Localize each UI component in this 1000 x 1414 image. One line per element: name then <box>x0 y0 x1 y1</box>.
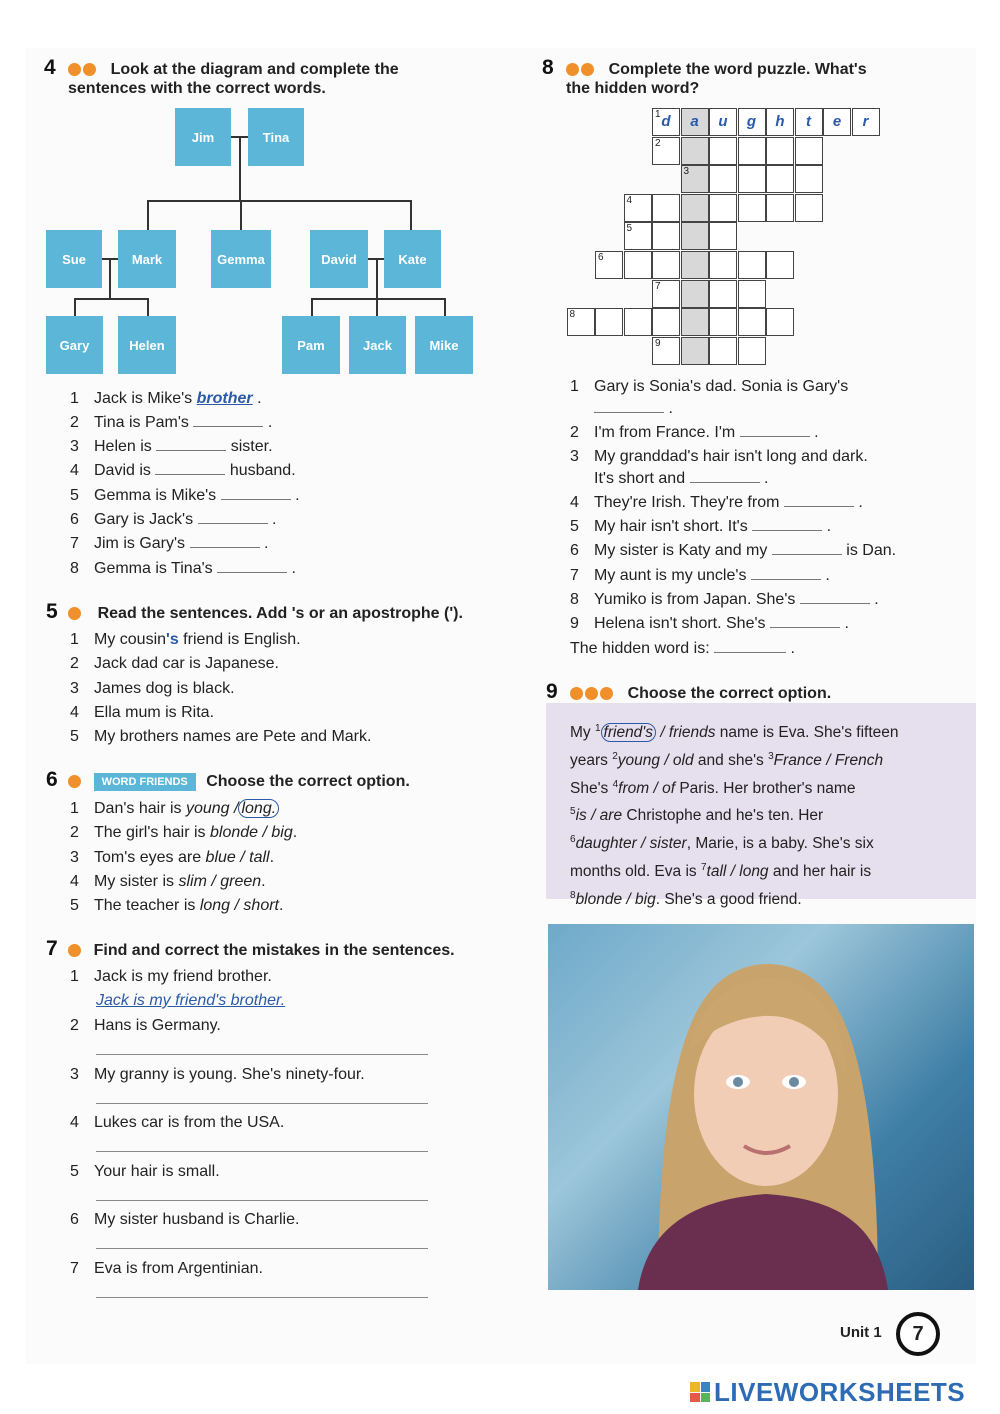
ex8-item: 7 My aunt is my uncle's . <box>570 567 830 584</box>
answer-blank[interactable] <box>690 482 760 483</box>
ex8-item: 9 Helena isn't short. She's . <box>570 615 849 632</box>
tree-node-gemma: Gemma <box>211 230 271 288</box>
puzzle-row-number: 5 <box>626 223 633 235</box>
page-number: 7 <box>912 1322 924 1345</box>
puzzle-letter: e <box>832 113 842 130</box>
difficulty-dot-icon <box>68 607 81 620</box>
difficulty-dot-icon <box>600 687 613 700</box>
option-choice[interactable]: is / are <box>575 807 623 825</box>
tree-node-mike: Mike <box>415 316 473 374</box>
puzzle-cell[interactable] <box>652 222 680 250</box>
answer-blank[interactable] <box>198 523 268 524</box>
puzzle-cell[interactable] <box>738 308 766 336</box>
puzzle-row-number: 3 <box>683 166 690 178</box>
ex8-item: 4 They're Irish. They're from . <box>570 494 863 511</box>
option-choice[interactable]: blue / tall <box>205 849 270 866</box>
hidden-word-blank[interactable] <box>714 652 786 653</box>
ex8-header <box>542 56 867 80</box>
answer-line[interactable] <box>96 1103 428 1104</box>
ex6-item: 1 Dan's hair is young / long. <box>70 800 279 818</box>
answer-line[interactable] <box>96 1200 428 1201</box>
answer-blank[interactable] <box>594 412 664 413</box>
puzzle-cell[interactable] <box>766 194 794 222</box>
ex5-header <box>46 600 463 624</box>
answer-blank[interactable] <box>772 554 842 555</box>
puzzle-cell[interactable] <box>795 194 823 222</box>
page-number-badge <box>896 1312 940 1356</box>
puzzle-letter: r <box>862 113 869 130</box>
difficulty-dot-icon <box>83 63 96 76</box>
ex7-header <box>46 937 455 961</box>
puzzle-cell[interactable] <box>652 137 680 165</box>
option-choice[interactable]: blonde / big <box>575 890 656 908</box>
puzzle-cell[interactable] <box>795 165 823 193</box>
puzzle-cell[interactable] <box>766 137 794 165</box>
tree-node-sue: Sue <box>46 230 102 288</box>
ex5-item: 3 James dog is black. <box>70 680 235 697</box>
ex4-item: 8 Gemma is Tina's . <box>70 560 296 577</box>
ex6-item: 3 Tom's eyes are blue / tall. <box>70 849 275 866</box>
puzzle-cell[interactable] <box>681 308 709 336</box>
puzzle-cell[interactable] <box>738 280 766 308</box>
ex4-item: 6 Gary is Jack's . <box>70 511 277 528</box>
ex8-item: 3 My granddad's hair isn't long and dark. <box>570 448 868 465</box>
puzzle-row-number: 1 <box>655 109 661 120</box>
tree-node-david: David <box>310 230 368 288</box>
ex4-item: 5 Gemma is Mike's . <box>70 487 300 504</box>
option-choice[interactable]: long / short <box>199 897 279 914</box>
ex5-number: 5 <box>46 600 58 623</box>
ex4-item: 3 Helen is sister. <box>70 438 273 455</box>
tree-node-gary: Gary <box>46 316 103 374</box>
ex7-item: 4 Lukes car is from the USA. <box>70 1114 285 1131</box>
answer-line[interactable] <box>96 1151 428 1152</box>
ex6-item: 2 The girl's hair is blonde / big. <box>70 824 298 841</box>
difficulty-dot-icon <box>570 687 583 700</box>
puzzle-row-number: 7 <box>655 280 661 292</box>
puzzle-row-number: 6 <box>598 252 604 263</box>
puzzle-cell[interactable] <box>766 251 794 279</box>
puzzle-cell[interactable] <box>852 108 880 136</box>
puzzle-cell[interactable] <box>652 308 680 336</box>
puzzle-row-number: 2 <box>655 137 661 149</box>
liveworksheets-logo-icon <box>690 1382 710 1402</box>
option-choice[interactable]: tall / long <box>706 862 769 880</box>
tree-node-helen: Helen <box>118 316 176 374</box>
ex5-item: 2 Jack dad car is Japanese. <box>70 655 279 672</box>
puzzle-cell[interactable] <box>681 194 709 222</box>
puzzle-cell[interactable] <box>681 222 709 250</box>
ex7-item: 1 Jack is my friend brother. <box>70 968 272 985</box>
puzzle-cell[interactable] <box>709 165 737 193</box>
answer-blank[interactable] <box>193 426 263 427</box>
puzzle-cell[interactable] <box>738 251 766 279</box>
puzzle-cell[interactable] <box>709 251 737 279</box>
ex8-item: 6 My sister is Katy and my is Dan. <box>570 542 897 559</box>
ex8-item: 5 My hair isn't short. It's . <box>570 518 832 535</box>
difficulty-dot-icon <box>68 63 81 76</box>
answer-line[interactable] <box>96 1248 428 1249</box>
answer-blank[interactable] <box>190 547 260 548</box>
option-choice[interactable]: blonde / big <box>209 824 293 841</box>
ex8-item: 2 I'm from France. I'm . <box>570 424 819 441</box>
ex7-instruction: Find and correct the mistakes in the sentences. <box>93 942 455 959</box>
ex7-item: 7 Eva is from Argentinian. <box>70 1260 263 1277</box>
answer-blank[interactable] <box>221 499 291 500</box>
ex4-item: 2 Tina is Pam's . <box>70 414 273 431</box>
puzzle-cell[interactable] <box>709 137 737 165</box>
puzzle-cell[interactable] <box>709 337 737 365</box>
ex4-header <box>44 56 399 80</box>
puzzle-cell[interactable] <box>652 280 680 308</box>
ex6-number: 6 <box>46 768 58 791</box>
ex4-number: 4 <box>44 56 56 79</box>
puzzle-cell[interactable] <box>624 194 652 222</box>
ex7-item: 3 My granny is young. She's ninety-four. <box>70 1066 365 1083</box>
puzzle-cell[interactable] <box>624 308 652 336</box>
answer-blank[interactable] <box>752 530 822 531</box>
ex5-item: 4 Ella mum is Rita. <box>70 704 215 721</box>
selected-option: long. <box>238 799 279 818</box>
ex4-instruction: Look at the diagram and complete the <box>110 61 399 78</box>
ex5-item: 5 My brothers names are Pete and Mark. <box>70 728 372 745</box>
ex8-item: 1 Gary is Sonia's dad. Sonia is Gary's <box>570 378 849 395</box>
puzzle-cell[interactable] <box>681 165 709 193</box>
ex7-item: 6 My sister husband is Charlie. <box>70 1211 300 1228</box>
ex8-instruction-2: the hidden word? <box>566 80 700 97</box>
puzzle-cell[interactable] <box>709 194 737 222</box>
example-answer: 's <box>166 631 179 648</box>
puzzle-cell[interactable] <box>624 222 652 250</box>
answer-blank[interactable] <box>156 450 226 451</box>
puzzle-cell[interactable] <box>652 337 680 365</box>
puzzle-letter: h <box>775 113 785 130</box>
puzzle-cell[interactable] <box>738 194 766 222</box>
ex6-instruction: Choose the correct option. <box>206 773 410 790</box>
puzzle-letter: t <box>806 113 811 130</box>
answer-blank[interactable] <box>217 572 287 573</box>
ex9-text-panel: My $^1$ friend's / friends name is Eva. She's fifteen years $^2$young / old and she's $^3$France / French She's $^4$from / of Paris. Her brother's name $^5$is / are Christophe and he's ten. Her $^6$daughter / sister, Marie, is a baby. She's six months old. Eva is $^7$tall / long and her hair is $^8$blonde / big. She's a good friend. <box>546 703 976 899</box>
puzzle-cell[interactable] <box>738 165 766 193</box>
tree-node-mark: Mark <box>118 230 176 288</box>
option-choice[interactable]: from / of <box>618 779 676 797</box>
puzzle-cell[interactable] <box>795 108 823 136</box>
ex7-item: 2 Hans is Germany. <box>70 1017 221 1034</box>
difficulty-dot-icon <box>581 63 594 76</box>
difficulty-dot-icon <box>68 775 81 788</box>
option-choice[interactable]: France / French <box>773 751 884 769</box>
ex5-item: 1 My cousin's friend is English. <box>70 631 301 648</box>
ex8-instruction: Complete the word puzzle. What's <box>608 61 867 78</box>
girl-portrait-icon <box>548 924 974 1290</box>
girl-photo <box>548 924 974 1290</box>
puzzle-cell[interactable] <box>652 194 680 222</box>
puzzle-cell[interactable] <box>738 137 766 165</box>
selected-option: friend's <box>601 723 656 742</box>
puzzle-cell[interactable] <box>823 108 851 136</box>
puzzle-cell[interactable] <box>652 251 680 279</box>
answer-blank[interactable] <box>800 603 870 604</box>
ex4-item: 4 David is husband. <box>70 462 296 479</box>
liveworksheets-brand: LIVEWORKSHEETS <box>714 1376 966 1407</box>
example-answer: brother <box>196 390 253 407</box>
tree-node-tina: Tina <box>248 108 304 166</box>
answer-line[interactable] <box>96 1297 428 1298</box>
puzzle-cell[interactable] <box>595 251 623 279</box>
puzzle-cell[interactable] <box>681 337 709 365</box>
ex4-item: 7 Jim is Gary's . <box>70 535 269 552</box>
puzzle-letter: u <box>718 113 728 130</box>
option-choice[interactable]: slim / green <box>178 873 262 890</box>
example-answer: Jack is my friend's brother. <box>96 992 286 1009</box>
liveworksheets-logo <box>690 1376 990 1408</box>
answer-blank[interactable] <box>155 474 225 475</box>
answer-blank[interactable] <box>740 436 810 437</box>
difficulty-dot-icon <box>566 63 579 76</box>
puzzle-cell[interactable] <box>567 308 595 336</box>
puzzle-cell[interactable] <box>595 308 623 336</box>
unit-label: Unit 1 <box>840 1324 882 1341</box>
puzzle-row-number: 9 <box>655 337 661 349</box>
ex7-number: 7 <box>46 937 58 960</box>
ex9-number: 9 <box>546 680 558 703</box>
ex8-item: 8 Yumiko is from Japan. She's . <box>570 591 879 608</box>
answer-blank[interactable] <box>770 627 840 628</box>
tree-node-kate: Kate <box>384 230 441 288</box>
difficulty-dot-icon <box>68 944 81 957</box>
puzzle-cell[interactable] <box>738 337 766 365</box>
puzzle-cell[interactable] <box>738 108 766 136</box>
puzzle-cell[interactable] <box>795 137 823 165</box>
option-choice[interactable]: daughter / sister <box>575 835 687 853</box>
puzzle-cell[interactable] <box>766 165 794 193</box>
ex4-instruction-2: sentences with the correct words. <box>68 80 326 97</box>
puzzle-cell[interactable] <box>681 108 709 136</box>
hidden-word-line: The hidden word is: . <box>570 640 795 657</box>
puzzle-row-number: 8 <box>569 309 576 321</box>
difficulty-dot-icon <box>585 687 598 700</box>
ex6-header <box>46 768 410 792</box>
tree-node-jack: Jack <box>349 316 406 374</box>
puzzle-cell[interactable] <box>681 280 709 308</box>
puzzle-letter: g <box>746 113 757 130</box>
puzzle-cell[interactable] <box>709 308 737 336</box>
puzzle-row-number: 4 <box>626 194 633 206</box>
tree-node-pam: Pam <box>282 316 340 374</box>
puzzle-cell[interactable] <box>709 222 737 250</box>
word-friends-badge: WORD FRIENDS <box>94 773 196 791</box>
option-choice[interactable]: young / old <box>617 751 694 769</box>
puzzle-cell[interactable] <box>681 251 709 279</box>
ex7-item: 5 Your hair is small. <box>70 1163 220 1180</box>
ex5-instruction: Read the sentences. Add 's or an apostrophe ('). <box>97 605 463 622</box>
puzzle-cell[interactable] <box>624 251 652 279</box>
puzzle-letter: a <box>690 113 699 130</box>
puzzle-letter: d <box>661 113 671 130</box>
puzzle-cell[interactable] <box>709 108 737 136</box>
puzzle-cell[interactable] <box>652 108 680 136</box>
answer-blank[interactable] <box>751 579 821 580</box>
answer-line[interactable] <box>96 1054 428 1055</box>
ex4-item: 1 Jack is Mike's brother . <box>70 390 262 407</box>
tree-node-jim: Jim <box>175 108 231 166</box>
puzzle-cell[interactable] <box>766 308 794 336</box>
puzzle-cell[interactable] <box>709 280 737 308</box>
ex9-instruction: Choose the correct option. <box>627 685 832 702</box>
puzzle-cell[interactable] <box>681 137 709 165</box>
puzzle-cell[interactable] <box>766 108 794 136</box>
ex9-header <box>546 680 831 704</box>
answer-blank[interactable] <box>784 506 854 507</box>
ex8-number: 8 <box>542 56 554 79</box>
ex6-item: 5 The teacher is long / short. <box>70 897 284 914</box>
ex6-item: 4 My sister is slim / green. <box>70 873 266 890</box>
